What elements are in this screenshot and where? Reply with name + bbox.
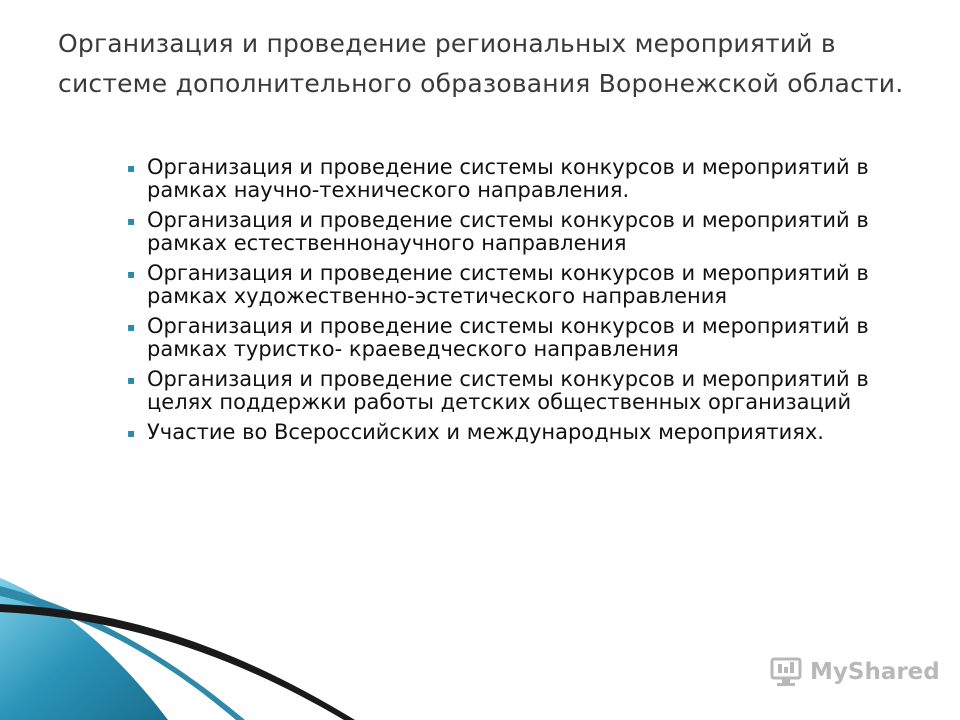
list-item [126,262,886,308]
watermark-text: MyShared [810,659,940,685]
list-item-text: Участие во Всероссийских и международных мероприятиях. [147,420,824,444]
list-item-text: Организация и проведение системы конкурсов и мероприятий в рамках туристко- краеведческого направления [147,314,869,361]
list-item [126,368,886,414]
small-square-bullet-icon: ▪ [127,214,136,228]
list-item-text: Организация и проведение системы конкурсов и мероприятий в рамках художественно-эстетического направления [147,261,869,308]
small-square-bullet-icon: ▪ [127,161,136,175]
small-square-bullet-icon: ▪ [127,426,136,440]
list-item [126,315,886,361]
list-item-text: Организация и проведение системы конкурсов и мероприятий в целях поддержки работы детских общественных организаций [147,367,869,414]
small-square-bullet-icon: ▪ [127,267,136,281]
small-square-bullet-icon: ▪ [127,373,136,387]
watermark[interactable] [770,652,940,692]
small-square-bullet-icon: ▪ [127,320,136,334]
bullet-list [126,156,886,451]
list-item-text: Организация и проведение системы конкурсов и мероприятий в рамках научно-технического направления. [147,155,869,202]
list-item [126,209,886,255]
monitor-logo-icon [770,656,804,688]
list-item [126,156,886,202]
list-item-text: Организация и проведение системы конкурсов и мероприятий в рамках естественнонаучного направления [147,208,869,255]
slide-title: Организация и проведение региональных мероприятий в системе дополнительного образования Воронежской области. [58,29,904,98]
list-item [126,421,886,444]
